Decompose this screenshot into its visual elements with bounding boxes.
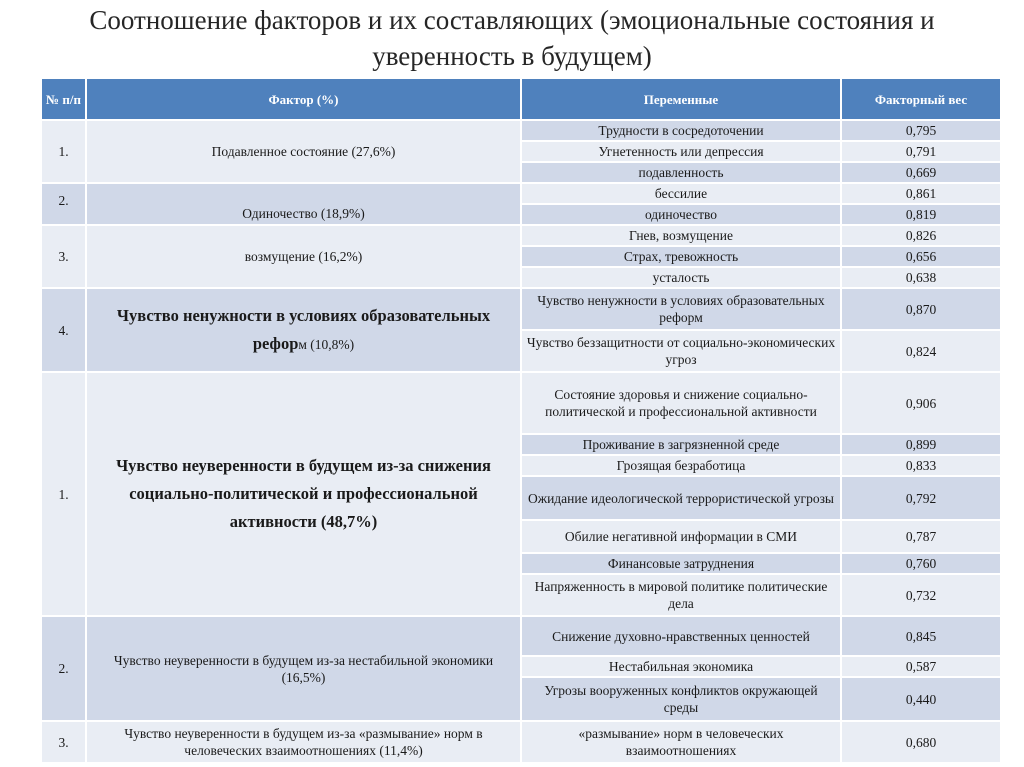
group-num: 3. <box>41 225 86 288</box>
variable-cell: Чувство беззащитности от социально-экономических угроз <box>521 330 841 372</box>
weight-cell: 0,824 <box>841 330 1001 372</box>
header-factor: Фактор (%) <box>86 78 521 120</box>
weight-cell: 0,792 <box>841 476 1001 520</box>
group-num: 2. <box>41 616 86 721</box>
table-row <box>41 288 1001 330</box>
table-row <box>41 225 1001 246</box>
group-factor: Чувство неуверенности в будущем из-за нестабильной экономики (16,5%) <box>86 616 521 721</box>
table-row <box>41 183 1001 204</box>
variable-cell: Напряженность в мировой политике политические дела <box>521 574 841 616</box>
variable-cell: Финансовые затруднения <box>521 553 841 574</box>
variable-cell: одиночество <box>521 204 841 225</box>
group-factor-bold: Чувство неуверенности в будущем из-за снижения социально-политической и профессиональной активности (48,7%) <box>116 456 491 531</box>
table-row <box>41 616 1001 656</box>
variable-cell: Проживание в загрязненной среде <box>521 434 841 455</box>
group-factor-bold: Чувство ненужности в условиях образовательных рефор <box>116 306 491 353</box>
weight-cell: 0,791 <box>841 141 1001 162</box>
weight-cell: 0,906 <box>841 372 1001 434</box>
weight-cell: 0,819 <box>841 204 1001 225</box>
weight-cell: 0,787 <box>841 520 1001 553</box>
variable-cell: Обилие негативной информации в СМИ <box>521 520 841 553</box>
weight-cell: 0,732 <box>841 574 1001 616</box>
weight-cell: 0,669 <box>841 162 1001 183</box>
group-num: 1. <box>41 372 86 616</box>
group-num: 3. <box>41 721 86 763</box>
variable-cell: Угрозы вооруженных конфликтов окружающей среды <box>521 677 841 721</box>
weight-cell: 0,440 <box>841 677 1001 721</box>
group-factor: Подавленное состояние (27,6%) <box>86 120 521 183</box>
page-title <box>0 2 1024 74</box>
variable-cell: Снижение духовно-нравственных ценностей <box>521 616 841 656</box>
variable-cell: Страх, тревожность <box>521 246 841 267</box>
group-factor <box>86 288 521 372</box>
weight-cell: 0,833 <box>841 455 1001 476</box>
group-factor: возмущение (16,2%) <box>86 225 521 288</box>
group-num: 1. <box>41 120 86 183</box>
title-line-2: уверенность в будущем) <box>372 41 652 71</box>
table-row <box>41 372 1001 434</box>
weight-cell: 0,795 <box>841 120 1001 141</box>
variable-cell: подавленность <box>521 162 841 183</box>
variable-cell: Нестабильная экономика <box>521 656 841 677</box>
table-row <box>41 721 1001 763</box>
group-num: 2. <box>41 183 86 225</box>
weight-cell: 0,826 <box>841 225 1001 246</box>
variable-cell: Грозящая безработица <box>521 455 841 476</box>
variable-cell: бессилие <box>521 183 841 204</box>
header-variables: Переменные <box>521 78 841 120</box>
variable-cell: Трудности в сосредоточении <box>521 120 841 141</box>
variable-cell: Гнев, возмущение <box>521 225 841 246</box>
variable-cell: Угнетенность или депрессия <box>521 141 841 162</box>
group-num: 4. <box>41 288 86 372</box>
variable-cell: «размывание» норм в человеческих взаимоотношениях <box>521 721 841 763</box>
variable-cell: усталость <box>521 267 841 288</box>
header-weight: Факторный вес <box>841 78 1001 120</box>
weight-cell: 0,861 <box>841 183 1001 204</box>
table-row <box>41 120 1001 141</box>
variable-cell: Чувство ненужности в условиях образовательных реформ <box>521 288 841 330</box>
factor-table <box>40 77 1002 764</box>
header-num: № п/п <box>41 78 86 120</box>
weight-cell: 0,656 <box>841 246 1001 267</box>
weight-cell: 0,760 <box>841 553 1001 574</box>
header-row <box>41 78 1001 120</box>
weight-cell: 0,638 <box>841 267 1001 288</box>
group-factor: Чувство неуверенности в будущем из-за «размывание» норм в человеческих взаимоотношениях (11,4%) <box>86 721 521 763</box>
weight-cell: 0,845 <box>841 616 1001 656</box>
variable-cell: Ожидание идеологической террористической угрозы <box>521 476 841 520</box>
group-factor: Одиночество (18,9%) <box>86 183 521 225</box>
title-line-1: Соотношение факторов и их составляющих (эмоциональные состояния и <box>89 5 935 35</box>
weight-cell: 0,870 <box>841 288 1001 330</box>
group-factor <box>86 372 521 616</box>
group-factor-tail: м (10,8%) <box>298 337 355 352</box>
weight-cell: 0,899 <box>841 434 1001 455</box>
weight-cell: 0,587 <box>841 656 1001 677</box>
variable-cell: Состояние здоровья и снижение социально-политической и профессиональной активности <box>521 372 841 434</box>
weight-cell: 0,680 <box>841 721 1001 763</box>
